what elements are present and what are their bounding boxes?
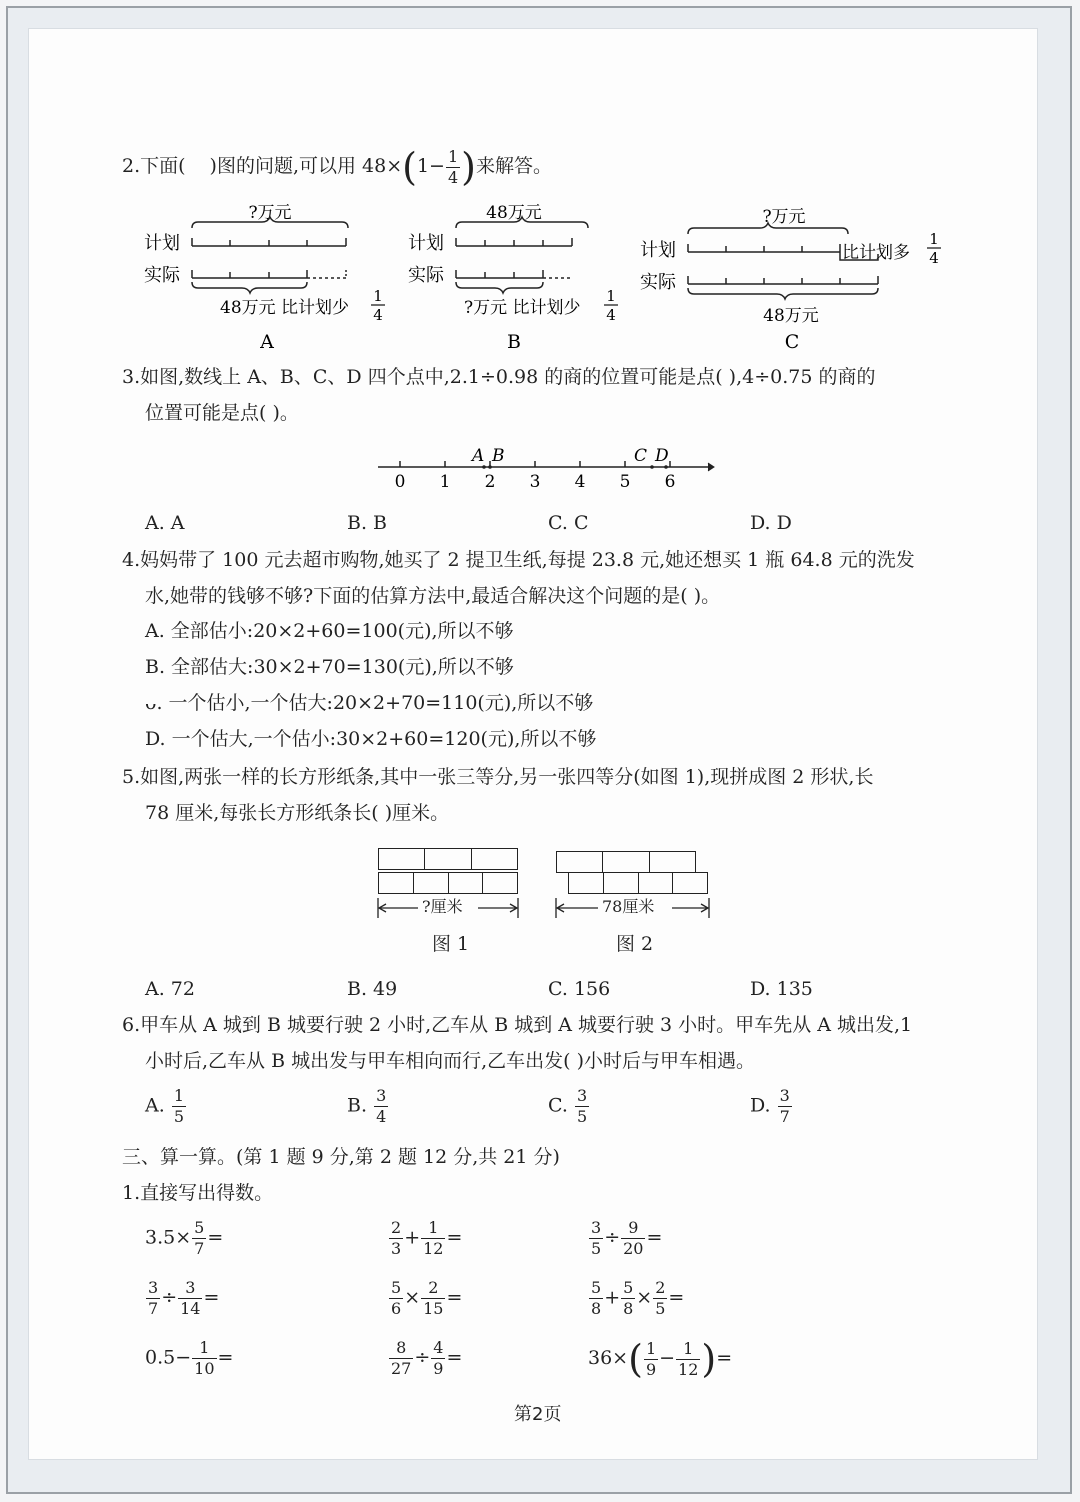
calc-r1c1: 3.5× $\frac{5}{7}$ =: [145, 1218, 224, 1258]
svg-text:48万元 比计划少: 48万元 比计划少: [220, 298, 350, 318]
svg-text:?万元 比计划少: ?万元 比计划少: [464, 298, 581, 318]
q3-option-a[interactable]: A. A: [145, 512, 185, 534]
q6-option-c[interactable]: C. $\frac{3}{5}$: [548, 1086, 588, 1126]
calc-r2c3: $\frac{5}{8}$ + $\frac{5}{8}$ × $\frac{2}{5}$ =: [591, 1278, 685, 1318]
q3-option-c[interactable]: C. C: [548, 512, 589, 534]
fig1-caption: 图 1: [432, 933, 470, 955]
svg-text:48万元: 48万元: [763, 306, 819, 326]
q3-option-d[interactable]: D. D: [750, 512, 792, 534]
svg-text:比计划多: 比计划多: [842, 243, 910, 263]
point-a-label: A: [472, 446, 485, 466]
q4-option-c[interactable]: ᴗ. 一个估小,一个估大:20×2+70=110(元),所以不够: [145, 692, 594, 714]
svg-text:计划: 计划: [144, 233, 180, 254]
q3-option-b[interactable]: B. B: [347, 512, 388, 534]
svg-text:实际: 实际: [640, 272, 676, 293]
number-line-tick-label: 1: [439, 472, 451, 492]
calc-r3c2: $\frac{8}{27}$ ÷ $\frac{4}{9}$ =: [391, 1338, 463, 1378]
svg-text:实际: 实际: [144, 265, 180, 286]
number-line-tick-label: 4: [574, 472, 586, 492]
svg-text:计划: 计划: [640, 240, 676, 261]
svg-text:1: 1: [929, 230, 939, 248]
section-3-sub-heading: 1.直接写出得数。: [122, 1182, 274, 1204]
fig2-dimension-label: 78厘米: [602, 897, 655, 916]
q6-option-a[interactable]: A. $\frac{1}{5}$: [145, 1086, 184, 1126]
fig2-caption: 图 2: [616, 933, 654, 955]
svg-text:4: 4: [606, 306, 616, 324]
q5-option-d[interactable]: D. 135: [750, 978, 813, 1000]
calc-r2c1: $\frac{3}{7}$ ÷ $\frac{3}{14}$ =: [148, 1278, 220, 1318]
fig1-strip-quarters: [378, 872, 518, 894]
number-line-tick-label: 0: [394, 472, 406, 492]
svg-text:C: C: [784, 331, 800, 350]
q2-diagram-a: [140, 200, 400, 350]
q6-stem-line1: 6.甲车从 A 城到 B 城要行驶 2 小时,乙车从 B 城到 A 城要行驶 3 小时。甲车先从 A 城出发,1: [122, 1014, 913, 1036]
q2a-top-label: ?万元: [248, 203, 292, 223]
number-line-tick-label: 6: [664, 472, 676, 492]
q2-stem: 2.下面( )图的问题,可以用 48×(1− $\frac{1}{4}$ )来解答。: [122, 145, 553, 189]
fig2-strip-quarters: [568, 872, 708, 894]
svg-text:计划: 计划: [408, 233, 444, 254]
calc-r1c2: $\frac{2}{3}$ + $\frac{1}{12}$ =: [391, 1218, 463, 1258]
fig1-dimension-label: ?厘米: [422, 897, 463, 916]
svg-text:B: B: [507, 331, 521, 350]
q5-option-a[interactable]: A. 72: [145, 978, 195, 1000]
number-line-tick-label: 2: [484, 472, 496, 492]
q5-stem-line1: 5.如图,两张一样的长方形纸条,其中一张三等分,另一张四等分(如图 1),现拼成图 2 形状,长: [122, 766, 874, 788]
q3-number-line: [372, 445, 732, 495]
q4-option-d[interactable]: D. 一个估大,一个估小:30×2+60=120(元),所以不够: [145, 728, 597, 750]
svg-text:4: 4: [929, 249, 939, 267]
q4-stem-line2: 水,她带的钱够不够?下面的估算方法中,最适合解决这个问题的是( )。: [145, 585, 721, 607]
q5-option-c[interactable]: C. 156: [548, 978, 611, 1000]
q5-option-b[interactable]: B. 49: [347, 978, 398, 1000]
svg-text:1: 1: [373, 287, 383, 305]
fig1-strip-thirds: [378, 848, 518, 870]
q6-stem-line2: 小时后,乙车从 B 城出发与甲车相向而行,乙车出发( )小时后与甲车相遇。: [145, 1050, 755, 1072]
svg-text:A: A: [260, 331, 274, 350]
q3-stem-line2: 位置可能是点( )。: [145, 402, 299, 424]
calc-r1c3: $\frac{3}{5}$ ÷ $\frac{9}{20}$ =: [591, 1218, 663, 1258]
q6-option-b[interactable]: B. $\frac{3}{4}$: [347, 1086, 387, 1126]
q2-diagram-b: [404, 200, 664, 350]
section-3-heading: 三、算一算。(第 1 题 9 分,第 2 题 12 分,共 21 分): [122, 1146, 560, 1168]
q6-option-d[interactable]: D. $\frac{3}{7}$: [750, 1086, 790, 1126]
q5-stem-line2: 78 厘米,每张长方形纸条长( )厘米。: [145, 802, 450, 824]
calc-r3c1: 0.5− $\frac{1}{10}$ =: [145, 1338, 234, 1378]
page-number: 第2页: [514, 1404, 562, 1425]
svg-text:48万元: 48万元: [486, 203, 542, 223]
q4-option-b[interactable]: B. 全部估大:30×2+70=130(元),所以不够: [145, 656, 514, 678]
point-b-label: B: [492, 446, 505, 466]
fig2-strip-thirds: [556, 851, 696, 873]
number-line-tick-label: 3: [529, 472, 541, 492]
number-line-tick-label: 5: [619, 472, 631, 492]
svg-text:?万元: ?万元: [762, 207, 806, 227]
point-d-label: D: [655, 446, 669, 466]
q2-diagram-c: [636, 200, 956, 350]
calc-r2c2: $\frac{5}{6}$ × $\frac{2}{15}$ =: [391, 1278, 463, 1318]
q3-stem-line1: 3.如图,数线上 A、B、C、D 四个点中,2.1÷0.98 的商的位置可能是点( ),4÷0.75 的商的: [122, 366, 876, 388]
q4-stem-line1: 4.妈妈带了 100 元去超市购物,她买了 2 提卫生纸,每提 23.8 元,她还想买 1 瓶 64.8 元的洗发: [122, 549, 915, 571]
svg-text:实际: 实际: [408, 265, 444, 286]
q4-option-a[interactable]: A. 全部估小:20×2+60=100(元),所以不够: [145, 620, 514, 642]
svg-text:1: 1: [606, 287, 616, 305]
svg-text:4: 4: [373, 306, 383, 324]
calc-r3c3: 36×( $\frac{1}{9}$ − $\frac{1}{12}$ )=: [588, 1337, 733, 1381]
point-c-label: C: [634, 446, 648, 466]
